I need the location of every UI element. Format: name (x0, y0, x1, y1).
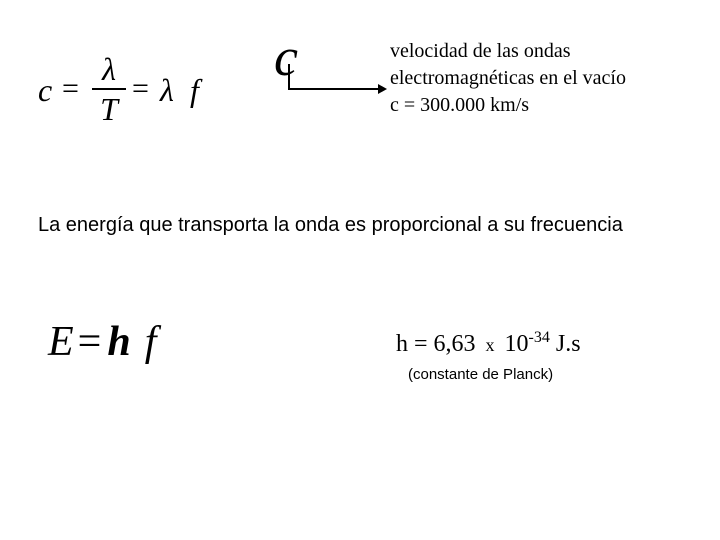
velocity-note-line1: velocidad de las ondas (390, 40, 571, 62)
planck-times: x (485, 335, 495, 355)
planck-label: (constante de Planck) (408, 366, 554, 383)
velocity-formula (38, 50, 208, 134)
velocity-note (390, 38, 626, 119)
planck-unit: J.s (555, 331, 581, 357)
planck-exponent: -34 (528, 329, 550, 346)
formula-energy-frequency: f (144, 319, 157, 365)
energy-formula (48, 312, 156, 372)
formula-fraction (90, 50, 128, 128)
formula-c-variable: c (38, 72, 53, 108)
energy-sentence: La energía que transporta la onda es proporcional a su frecuencia (38, 214, 623, 236)
formula-planck-variable: h (107, 319, 131, 365)
formula-numerator: λ (102, 51, 116, 87)
velocity-symbol: c (274, 27, 298, 87)
formula-energy-variable: E (48, 319, 74, 365)
planck-constant (396, 320, 581, 363)
formula-equals-1: = (62, 72, 79, 105)
formula-equals-2: = (132, 72, 149, 105)
planck-base: 10 (504, 331, 529, 357)
formula-lambda: λ (160, 72, 174, 108)
arrow-right-icon (286, 62, 388, 98)
formula-denominator: T (100, 91, 118, 127)
velocity-note-line3: c = 300.000 km/s (390, 94, 530, 116)
velocity-note-line2: electromagnéticas en el vacío (390, 67, 626, 89)
planck-prefix: h = 6,63 (396, 331, 476, 357)
formula-frequency: f (190, 72, 199, 108)
formula-energy-equals: = (77, 319, 102, 365)
